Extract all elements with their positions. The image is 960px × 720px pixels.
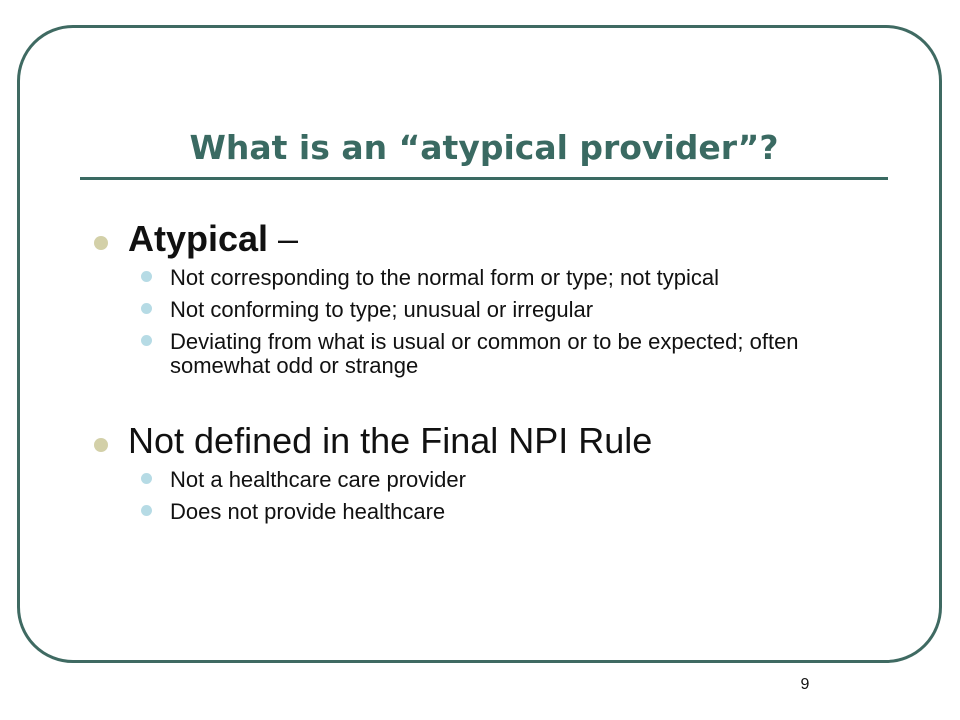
page-number: 9 [800,676,810,693]
section-heading: Not defined in the Final NPI Rule [128,420,653,461]
sub-bullet-icon [141,271,152,282]
sub-bullet-icon [141,505,152,516]
term-dash: – [268,218,299,259]
section-not-defined [92,420,882,462]
definition-text: Deviating from what is usual or common or to be expected; often somewhat odd or strange [170,329,799,378]
sub-bullet-icon [141,473,152,484]
list-item [92,298,882,322]
bullet-icon [94,236,108,250]
list-item [92,266,882,290]
detail-text: Not a healthcare care provider [170,467,466,492]
section-atypical [92,218,882,260]
list-item [92,468,882,492]
list-item [92,500,882,524]
list-item [92,330,882,378]
slide-content [92,218,882,532]
sub-bullet-icon [141,303,152,314]
definition-text: Not conforming to type; unusual or irregular [170,297,594,322]
definition-list [92,266,882,378]
detail-list [92,468,882,524]
term-label: Atypical [128,218,269,259]
definition-text: Not corresponding to the normal form or type; not typical [170,265,720,290]
slide-title: What is an “atypical provider”? [189,128,779,167]
sub-bullet-icon [141,335,152,346]
bullet-icon [94,438,108,452]
detail-text: Does not provide healthcare [170,499,446,524]
title-underline [80,177,888,180]
